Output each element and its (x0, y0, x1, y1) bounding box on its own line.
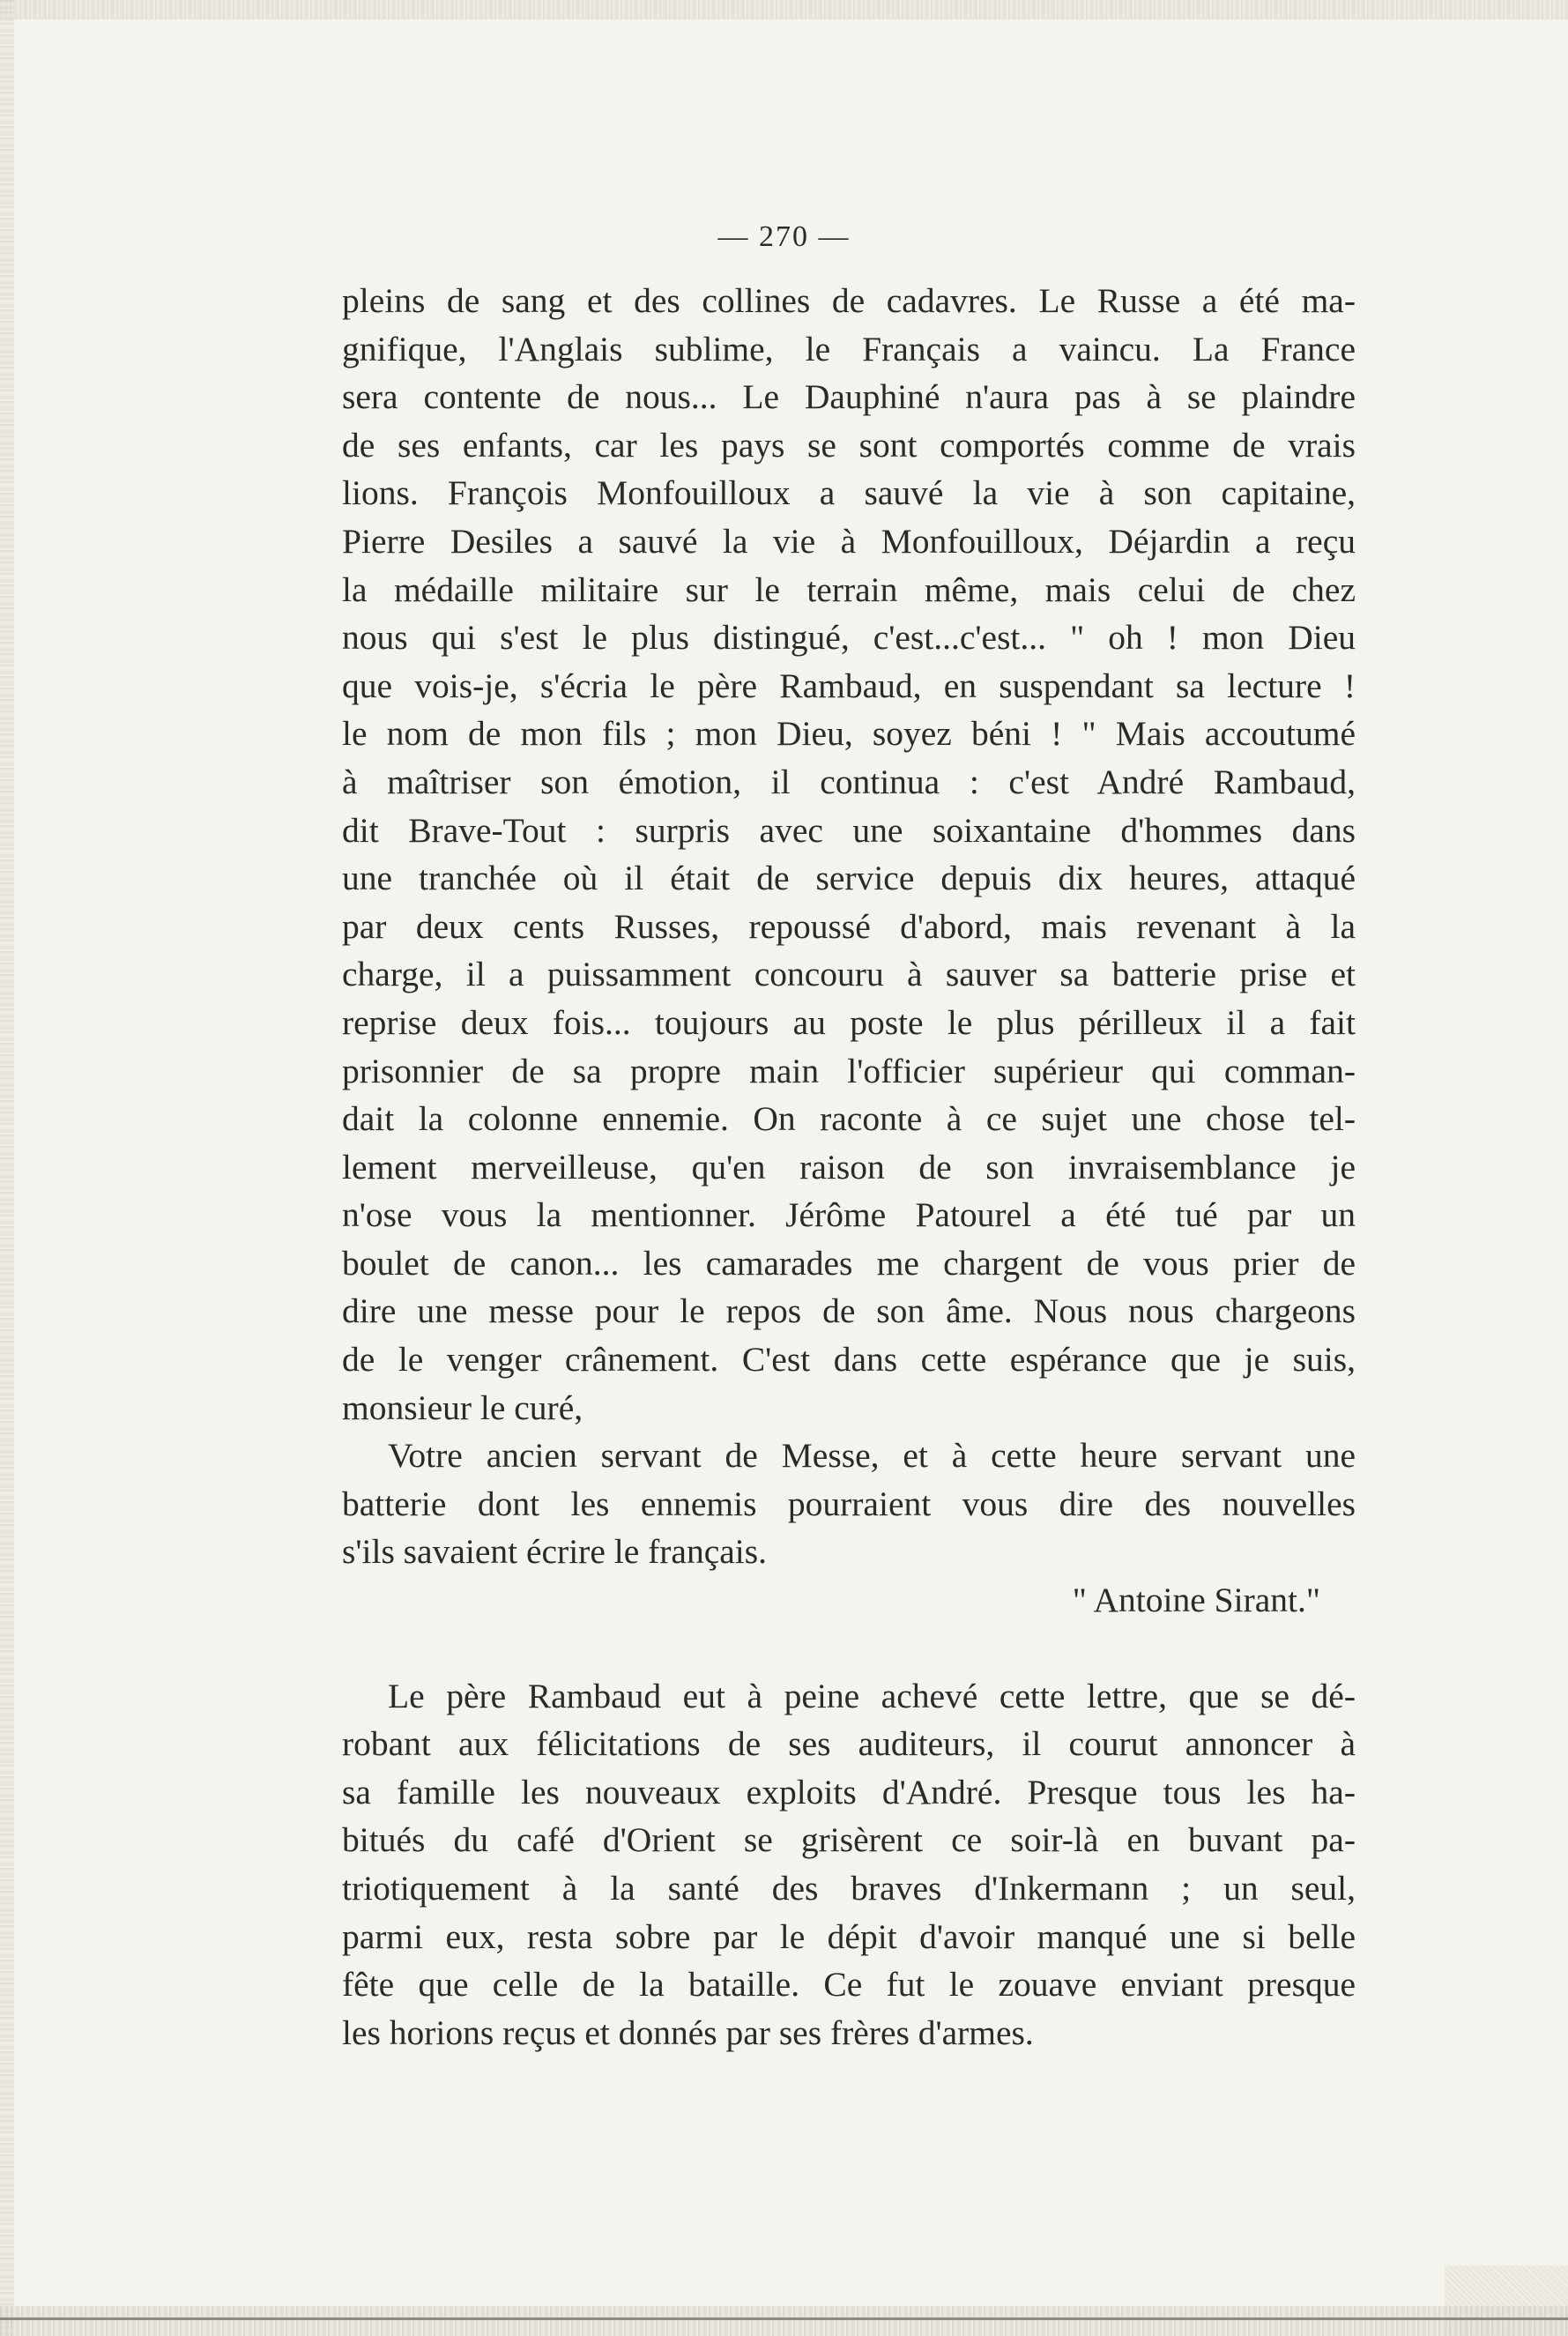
page-edge-bottom (0, 2306, 1568, 2336)
text-line: de ses enfants, car les pays se sont comportés comme de vrais (342, 425, 1356, 465)
page-edge-top (0, 0, 1568, 19)
text-line: dait la colonne ennemie. On raconte à ce sujet une chose tel- (342, 1099, 1356, 1139)
text-line: les horions reçus et donnés par ses frères d'armes. (342, 2012, 1034, 2052)
text-line: Votre ancien servant de Messe, et à cette heure servant une (388, 1436, 1356, 1476)
text-line: Le père Rambaud eut à peine achevé cette lettre, que se dé- (388, 1676, 1356, 1715)
text-line: à maîtriser son émotion, il continua : c'est André Rambaud, (342, 762, 1356, 801)
body-text (342, 277, 1356, 2057)
text-line: lement merveilleuse, qu'en raison de son invraisemblance je (342, 1147, 1356, 1187)
text-line: la médaille militaire sur le terrain même, mais celui de chez (342, 569, 1356, 609)
text-line: sera contente de nous... Le Dauphiné n'aura pas à se plaindre (342, 377, 1356, 417)
page-number: — 270 — (717, 220, 851, 253)
text-line: s'ils savaient écrire le français. (342, 1532, 767, 1572)
text-line: dit Brave-Tout : surpris avec une soixantaine d'hommes dans (342, 810, 1356, 850)
text-line: boulet de canon... les camarades me chargent de vous prier de (342, 1243, 1356, 1283)
page-edge-left (0, 0, 14, 2336)
text-line: batterie dont les ennemis pourraient vous dire des nouvelles (342, 1484, 1356, 1523)
letter-paragraph (342, 277, 1356, 1432)
narrative-paragraph (342, 1672, 1356, 2057)
text-line: lions. François Monfouilloux a sauvé la vie à son capitaine, (342, 473, 1356, 513)
text-line: parmi eux, resta sobre par le dépit d'avoir manqué une si belle (342, 1916, 1356, 1956)
text-line: dire une messe pour le repos de son âme. Nous nous chargeons (342, 1291, 1356, 1331)
text-line: fête que celle de la bataille. Ce fut le zouave enviant presque (342, 1965, 1356, 2005)
text-line: sa famille les nouveaux exploits d'André. Presque tous les ha- (342, 1772, 1356, 1812)
text-line: bitués du café d'Orient se grisèrent ce soir-là en buvant pa- (342, 1820, 1356, 1860)
text-line: gnifique, l'Anglais sublime, le Français a vaincu. La France (342, 329, 1356, 368)
bottom-rule (0, 2317, 1568, 2320)
text-line: le nom de mon fils ; mon Dieu, soyez béni ! " Mais accoutumé (342, 714, 1356, 754)
letter-signature: " Antoine Sirant." (1072, 1581, 1320, 1620)
text-line: nous qui s'est le plus distingué, c'est...c'est... " oh ! mon Dieu (342, 618, 1356, 658)
paragraph-gap (342, 1625, 1356, 1672)
text-line: robant aux félicitations de ses auditeurs, il courut annoncer à (342, 1724, 1356, 1764)
text-line: triotiquement à la santé des braves d'Inkermann ; un seul, (342, 1869, 1356, 1908)
text-line: monsieur le curé, (342, 1387, 583, 1427)
text-line: prisonnier de sa propre main l'officier supérieur qui comman- (342, 1051, 1356, 1090)
letter-closing (342, 1432, 1356, 1624)
text-line: n'ose vous la mentionner. Jérôme Patourel a été tué par un (342, 1195, 1356, 1235)
text-line: reprise deux fois... toujours au poste le plus périlleux il a fait (342, 1002, 1356, 1042)
text-line: une tranchée où il était de service depuis dix heures, attaqué (342, 859, 1356, 898)
text-line: pleins de sang et des collines de cadavres. Le Russe a été ma- (342, 281, 1356, 320)
text-line: par deux cents Russes, repoussé d'abord, mais revenant à la (342, 906, 1356, 946)
text-line: de le venger crânement. C'est dans cette espérance que je suis, (342, 1340, 1356, 1380)
text-line: charge, il a puissamment concouru à sauver sa batterie prise et (342, 955, 1356, 994)
text-line: Pierre Desiles a sauvé la vie à Monfouilloux, Déjardin a reçu (342, 521, 1356, 561)
text-line: que vois-je, s'écria le père Rambaud, en suspendant sa lecture ! (342, 666, 1356, 705)
